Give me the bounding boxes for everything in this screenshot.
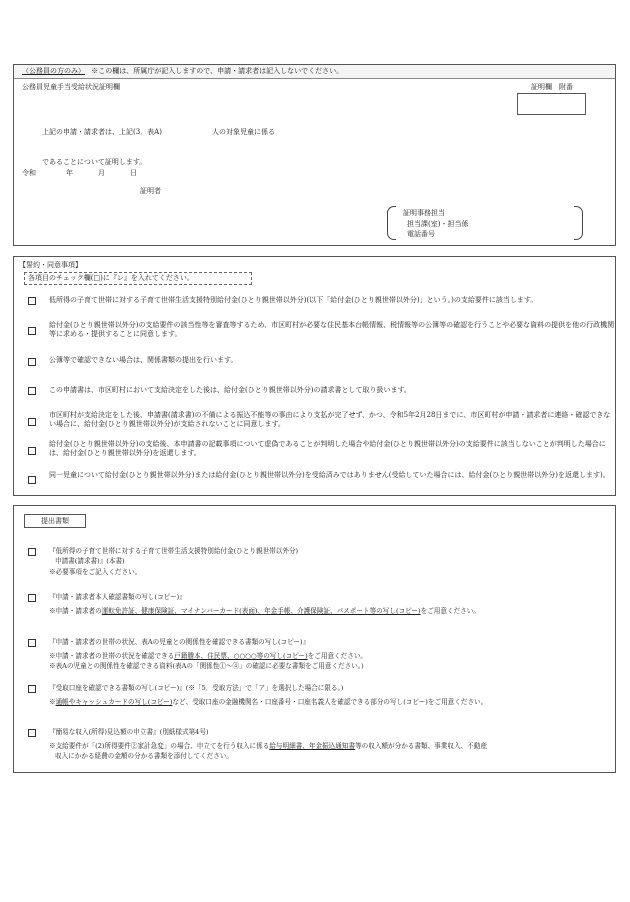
doc-3-note-2: ※表Aの児童との関係性を確認できる資料(表Aの「関係性①～④」の確認に必要な書類をご用意ください。) <box>49 662 364 670</box>
doc-checkbox-5[interactable] <box>28 729 36 737</box>
doc-3-note-1 <box>49 652 609 661</box>
consent-checkbox-7[interactable] <box>28 476 36 484</box>
date-day: 日 <box>130 169 137 177</box>
consent-item-2: 給付金(ひとり親世帯以外分)の支給要件の該当性等を審査等するため、市区町村が必要な住民基本台帳情報、税情報等の公簿等の確認を行うことや必要な資料の提供を他の行政機関等に求める・提供することに同意します。 <box>49 321 615 339</box>
contact-line-2: 担当課(室)・担当係 <box>407 219 469 228</box>
contact-line-3: 電話番号 <box>407 230 435 238</box>
consent-item-6: 給付金(ひとり親世帯以外分)の支給後、本申請書の記載事項について虚偽であることが判明した場合や給付金(ひとり親世帯以外分)の支給要件に該当しないことが判明した場合には、給付金(ひとり親世帯以外分)を返還します。 <box>49 440 606 458</box>
consent-instruction: 各項目のチェック欄(□)に『レ』を入れてください。 <box>24 272 252 285</box>
doc-2-note <box>49 607 609 616</box>
officer-header-note: ※この欄は、所属庁が記入しますので、申請・請求者は記入しないでください。 <box>91 67 344 75</box>
doc-4-note-a: ※ <box>49 698 56 706</box>
consent-item-4: この申請書は、市区町村において支給決定をした後は、給付金(ひとり親世帯以外分)の請求書として取り扱います。 <box>49 386 411 394</box>
doc-checkbox-2[interactable] <box>28 594 36 602</box>
doc-checkbox-3[interactable] <box>28 639 36 647</box>
cert-line-1a: 上記の申請・請求者は、上記(3．表A) <box>42 128 162 136</box>
doc-1-title-2: 申請書(請求書)』(本書) <box>55 557 125 565</box>
consent-checkbox-5[interactable] <box>28 418 36 426</box>
officer-only-label: （公務員の方のみ） <box>22 67 85 75</box>
doc-checkbox-4[interactable] <box>28 685 36 693</box>
cert-number-box[interactable] <box>517 93 586 115</box>
doc-3-note-1a: ※申請・請求者の世帯の状況を確認できる <box>49 652 175 660</box>
doc-checkbox-1[interactable] <box>28 548 36 556</box>
cert-number-label: 証明欄 附番 <box>531 83 573 91</box>
doc-5-note-b: 給与明細書、年金振込通知書 <box>269 742 356 750</box>
certifier-label: 証明者 <box>140 187 161 195</box>
consent-checkbox-1[interactable] <box>28 297 36 305</box>
doc-2-note-b: 運転免許証、健康保険証、マイナンバーカード(表面)、年金手帳、介護保険証、パスポート等の写し(コピー) <box>101 607 421 615</box>
contact-line-1: 証明事務担当 <box>403 209 445 217</box>
doc-3-title: 『申請・請求者の世帯の状況、表Aの児童との関係性を確認できる書類の写し(コピー)』 <box>49 638 310 646</box>
doc-4-title: 『受取口座を確認できる書類の写し(コピー)』(※「5．受取方法」で「ア」を選択した場合に限る。) <box>49 684 344 692</box>
contact-bracket-left <box>387 206 396 240</box>
doc-4-note-b: 通帳やキャッシュカードの写し(コピー) <box>55 698 173 706</box>
officer-title: 公務員児童手当受給状況証明欄 <box>22 83 120 91</box>
consent-item-1: 低所得の子育て世帯に対する子育て世帯生活支援特別給付金(ひとり親世帯以外分)(以下「給付金(ひとり親世帯以外分)」という。)の支給要件に該当します。 <box>49 296 538 304</box>
doc-3-note-1c: をご用意ください。 <box>307 652 368 660</box>
consent-item-5: 市区町村が支給決定をした後、申請書(請求書)の不備による振込不能等の事由により支払が完了せず、かつ、令和5年2月28日までに、市区町村が申請・請求者に連絡・確認できない場合に、給付金(ひとり親世帯以外分)が支給されないことに同意します。 <box>49 411 611 429</box>
doc-4-note-c: など、受取口座の金融機関名・口座番号・口座名義人を確認できる部分の写し(コピー)をご用意ください。 <box>172 698 488 706</box>
doc-5-note <box>49 742 609 751</box>
consent-item-3: 公簿等で確認できない場合は、関係書類の提出を行います。 <box>49 356 238 364</box>
doc-2-note-a: ※申請・請求者の <box>49 607 102 615</box>
cert-line-2: であることについて証明します。 <box>42 158 147 166</box>
officer-header <box>22 67 343 76</box>
consent-title: 【誓約・同意事項】 <box>19 261 82 269</box>
contact-bracket-right <box>574 206 583 240</box>
consent-checkbox-2[interactable] <box>28 327 36 335</box>
doc-2-title: 『申請・請求者本人確認書類の写し(コピー)』 <box>49 593 186 601</box>
cert-line-1b: 人の対象児童に係る <box>212 128 275 136</box>
doc-5-title: 『簡易な収入(所得)見込額の申立書』(別紙様式第4号) <box>49 728 209 736</box>
date-era: 令和 <box>22 169 36 177</box>
date-month: 月 <box>98 169 105 177</box>
consent-checkbox-3[interactable] <box>28 358 36 366</box>
consent-checkbox-6[interactable] <box>28 447 36 455</box>
doc-5-note-a: ※支給要件が「(2)所得要件②家計急変」の場合、申立てを行う収入に係る <box>49 742 270 750</box>
doc-1-note: ※必要事項をご記入ください。 <box>49 568 142 576</box>
contact-info <box>403 208 468 240</box>
consent-item-7: 同一児童について給付金(ひとり親世帯以外分)または給付金(ひとり親世帯以外分)を受給済みではありません(受給していた場合には、給付金(ひとり親世帯以外分)を返還します)。 <box>49 471 610 479</box>
doc-5-note-2: 収入にかかる経費の金額の分かる書類を添付してください。 <box>55 752 234 760</box>
doc-4-note <box>49 698 609 707</box>
doc-2-note-c: をご用意ください。 <box>420 607 480 615</box>
cert-date <box>22 169 137 178</box>
consent-checkbox-4[interactable] <box>28 387 36 395</box>
consent-section <box>13 256 616 496</box>
doc-1-title: 『低所得の子育て世帯に対する子育て世帯生活支援特別給付金(ひとり親世帯以外分) <box>49 547 299 555</box>
date-year: 年 <box>66 169 73 177</box>
documents-title: 提出書類 <box>24 514 86 528</box>
doc-5-note-c: 等の収入額が分かる書類、事業収入、不動産 <box>355 742 487 750</box>
doc-3-note-1b: 戸籍謄本、住民票、○○○○等の写し(コピー) <box>174 652 308 660</box>
